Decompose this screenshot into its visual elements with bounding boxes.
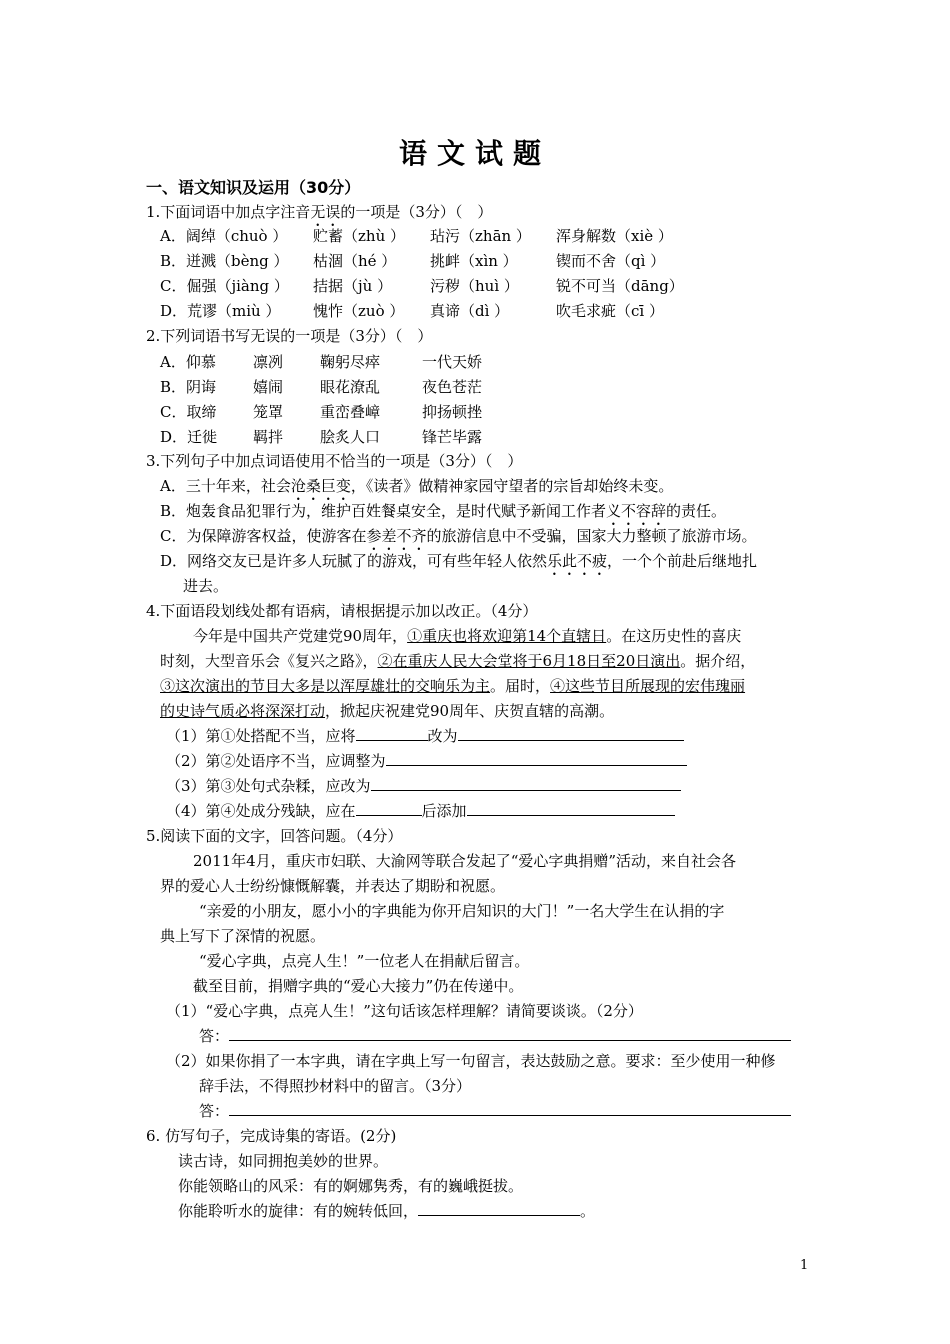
answer-blank[interactable]	[371, 776, 681, 791]
passage-line: 的史诗气质必将深深打动，掀起庆祝建党90周年、庆贺直辖的高潮。	[160, 702, 615, 720]
passage-line: “爱心字典，点亮人生！”一位老人在捐献后留言。	[199, 952, 530, 970]
question-5: 5.阅读下面的文字，回答问题。（4分）	[146, 827, 403, 845]
answer-blank[interactable]	[386, 751, 687, 766]
question-4-sub-3: （3）第③处句式杂糅，应改为	[166, 776, 681, 796]
answer-line: 答：	[199, 1101, 791, 1121]
answer-blank[interactable]	[356, 726, 428, 741]
question-5-sub-1: （1）“爱心字典，点亮人生！”这句话该怎样理解？请简要谈谈。（2分）	[166, 1002, 643, 1020]
exam-page: 语文试题 一、语文知识及运用（30分） 1.下面词语中加点字注音无误的一项是（3分）（ ） A．阔绰（chuò ） 贮蓄（zhù ） 玷污（zhān ） 浑身解数（xiè ） B．迸溅（bèng ） 枯涸（hé ） 挑衅（xìn ） 锲而不舍（qì ） C．倔强（jiàng ） 拮据（jù ） 污秽（huì ） 锐不可当（dāng） D．荒谬（miù ） 愧怍（zuò ） 真谛（dì ） 吹毛求疵（cī ） 2.下列词语书写无误的一项是（3分）（ ） A．仰慕 凛冽 鞠躬尽瘁 一代天娇 B．阴诲 嬉闹 眼花潦乱 夜色苍茫 C．取缔 笼罩 重峦叠嶂 抑扬顿挫 D．迁徙 羁拌 脍炙人口 锋芒毕露 3.下列句子中加点词语使用不恰当的一项是（3分）（ ） A．三十年来，社会沧桑巨变，《读者》做精神家园守望者的宗旨却始终未变。 B．炮轰食品犯罪行为，维护百姓餐桌安全，是时代赋予新闻工作者义不容辞的责任。 C．为保障游客权益，使游客在参差不齐的旅游信息中不受骗，国家大力整顿了旅游市场。 D．网络交友已是许多人玩腻了的游戏，可有些年轻人依然乐此不疲，一个个前赴后继地扎 进去。 4.下面语段划线处都有语病，请根据提示加以改正。（4分） 今年是中国共产党建党90周年，①重庆也将欢迎第14个直辖日。在这历史性的喜庆 时刻，大型音乐会《复兴之路》，②在重庆人民大会堂将于6月18日至20日演出。据介绍， ③这次演出的节目大多是以浑厚雄壮的交响乐为主。届时，④这些节目所展现的宏伟瑰丽 的史诗气质必将深深打动，掀起庆祝建党90周年、庆贺直辖的高潮。 （1）第①处搭配不当，应将 改为 （2）第②处语序不当，应调整为 （3）第③处句式杂糅，应改为 （4）第④处成分残缺，应在 后添加 5.阅读下面的文字，回答问题。（4分） 2011年4月，重庆市妇联、大渝网等联合发起了“爱心字典捐赠”活动，来自社会各 界的爱心人士纷纷慷慨解囊，并表达了期盼和祝愿。 “亲爱的小朋友，愿小小的字典能为你开启知识的大门！”一名大学生在认捐的字 典上写下了深情的祝愿。 “爱心字典，点亮人生！”一位老人在捐献后留言。 截至目前，捐赠字典的“爱心大接力”仍在传递中。 （1）“爱心字典，点亮人生！”这句话该怎样理解？请简要谈谈。（2分） 答： （2）如果你捐了一本字典，请在字典上写一句留言，表达鼓励之意。要求：至少使用一种修 辞手法，不得照抄材料中的留言。（3分） 答： 6. 仿写句子，完成诗集的寄语。(2分) 读古诗，如同拥抱美妙的世界。 你能领略山的风采：有的婀娜隽秀，有的巍峨挺拔。 你能聆听水的旋律：有的婉转低回， 。 1	[0, 0, 950, 1344]
question-6-line: 你能领略山的风采：有的婀娜隽秀，有的巍峨挺拔。	[178, 1177, 524, 1195]
question-4-sub-4: （4）第④处成分残缺，应在 后添加	[166, 801, 675, 821]
question-6-line: 读古诗，如同拥抱美妙的世界。	[178, 1152, 389, 1170]
question-3-option-d: D．网络交友已是许多人玩腻了的游戏，可有些年轻人依然乐此不疲，一个个前赴后继地扎	[160, 552, 758, 570]
answer-blank[interactable]	[467, 801, 675, 816]
question-6-line: 你能聆听水的旋律：有的婉转低回， 。	[178, 1202, 596, 1220]
question-1: 1.下面词语中加点字注音无误的一项是（3分）（ ）	[146, 203, 493, 221]
question-4-sub-1: （1）第①处搭配不当，应将 改为	[166, 726, 684, 746]
question-2: 2.下列词语书写无误的一项是（3分）（ ）	[146, 327, 433, 345]
answer-line: 答：	[199, 1026, 791, 1046]
question-3: 3.下列句子中加点词语使用不恰当的一项是（3分）（ ）	[146, 452, 523, 470]
passage-line: 今年是中国共产党建党90周年，①重庆也将欢迎第14个直辖日。在这历史性的喜庆	[193, 627, 742, 645]
question-3-option-c: C．为保障游客权益，使游客在参差不齐的旅游信息中不受骗，国家大力整顿了旅游市场。	[160, 527, 757, 545]
answer-blank[interactable]	[458, 726, 684, 741]
passage-line: “亲爱的小朋友，愿小小的字典能为你开启知识的大门！”一名大学生在认捐的字	[199, 902, 725, 920]
answer-blank[interactable]	[418, 1201, 580, 1216]
page-number: 1	[800, 1258, 809, 1273]
page-title: 语文试题	[398, 137, 551, 170]
passage-line: 时刻，大型音乐会《复兴之路》，②在重庆人民大会堂将于6月18日至20日演出。据介绍，	[160, 652, 756, 670]
question-5-sub-2: （2）如果你捐了一本字典，请在字典上写一句留言，表达鼓励之意。要求：至少使用一种修	[166, 1052, 776, 1070]
question-3-option-b: B．炮轰食品犯罪行为，维护百姓餐桌安全，是时代赋予新闻工作者义不容辞的责任。	[160, 502, 727, 520]
answer-blank[interactable]	[229, 1101, 791, 1116]
passage-line: 界的爱心人士纷纷慷慨解囊，并表达了期盼和祝愿。	[160, 877, 506, 895]
passage-line: 典上写下了深情的祝愿。	[160, 927, 326, 945]
section-heading: 一、语文知识及运用（30分）	[146, 178, 361, 197]
question-4-sub-2: （2）第②处语序不当，应调整为	[166, 751, 687, 771]
answer-blank[interactable]	[229, 1026, 791, 1041]
passage-line: ③这次演出的节目大多是以浑厚雄壮的交响乐为主。届时，④这些节目所展现的宏伟瑰丽	[160, 677, 746, 695]
passage-line: 2011年4月，重庆市妇联、大渝网等联合发起了“爱心字典捐赠”活动，来自社会各	[193, 852, 737, 870]
answer-blank[interactable]	[356, 801, 422, 816]
question-6: 6. 仿写句子，完成诗集的寄语。(2分)	[146, 1127, 397, 1145]
question-5-sub-2-cont: 辞手法，不得照抄材料中的留言。（3分）	[199, 1077, 472, 1095]
question-3-option-d-cont: 进去。	[183, 577, 229, 595]
passage-line: 截至目前，捐赠字典的“爱心大接力”仍在传递中。	[193, 977, 524, 995]
question-3-option-a: A．三十年来，社会沧桑巨变，《读者》做精神家园守望者的宗旨却始终未变。	[160, 477, 674, 495]
question-4: 4.下面语段划线处都有语病，请根据提示加以改正。（4分）	[146, 602, 538, 620]
